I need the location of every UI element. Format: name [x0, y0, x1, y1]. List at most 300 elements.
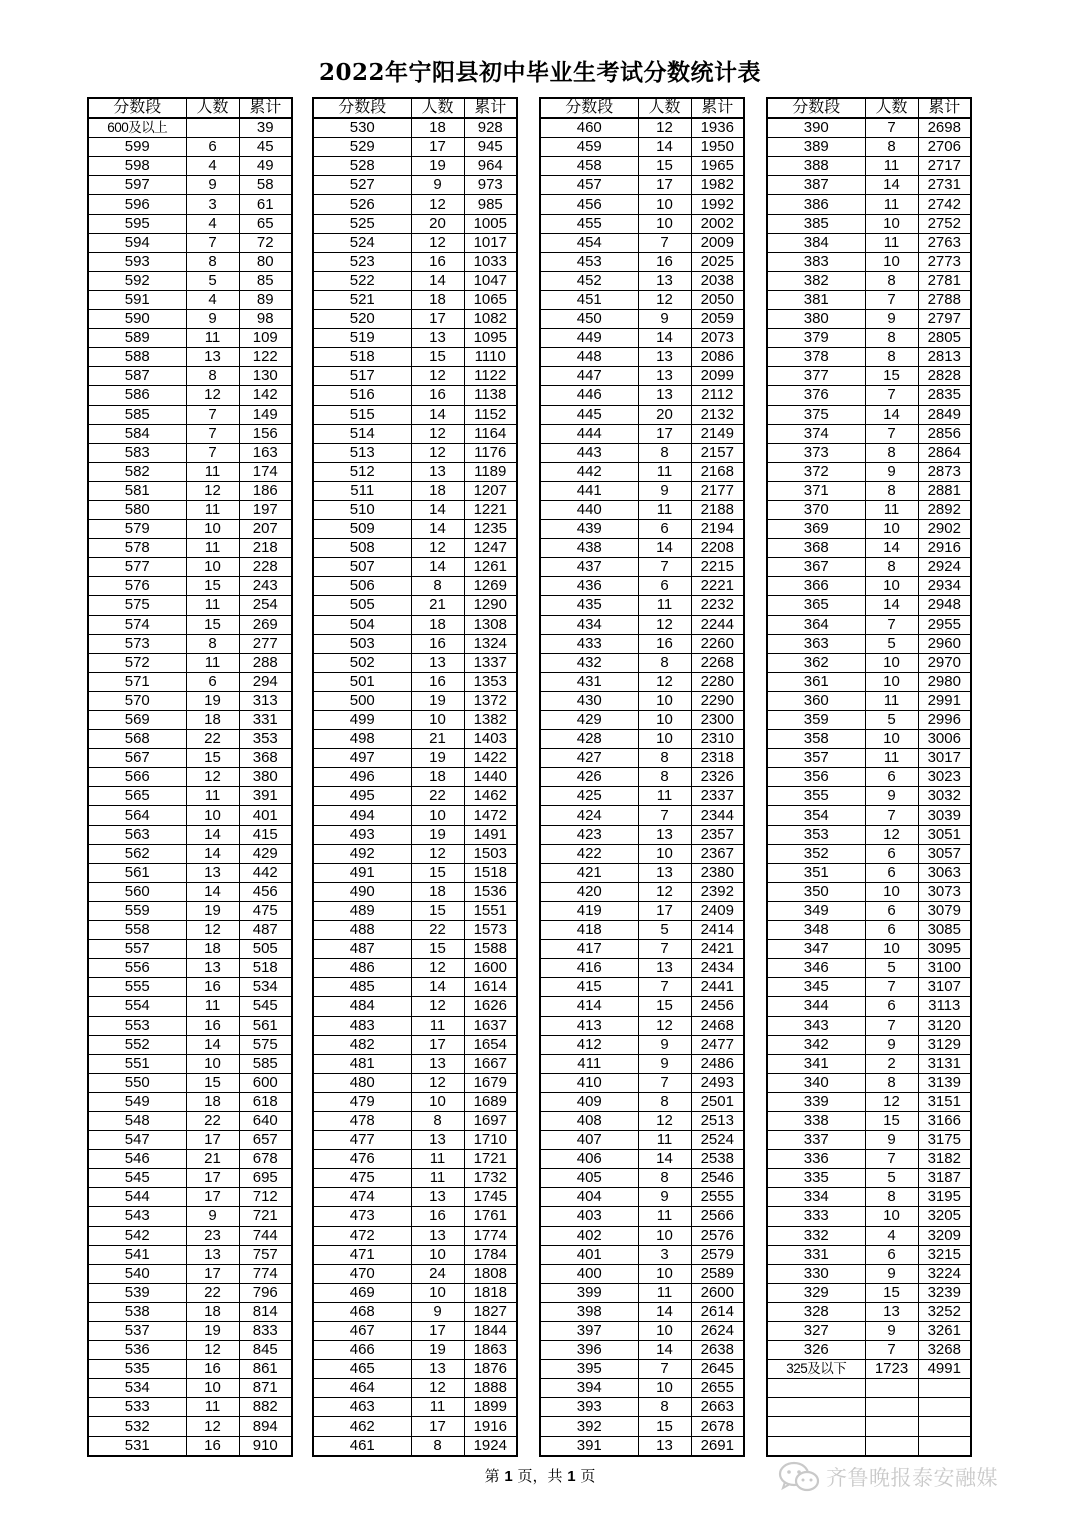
cumulative-cell: 1573	[464, 921, 517, 940]
table-row	[313, 634, 517, 653]
count-cell: 7	[186, 405, 239, 424]
cumulative-cell: 2318	[691, 749, 744, 768]
count-cell: 14	[411, 558, 464, 577]
score-cell: 474	[313, 1188, 411, 1207]
table-row	[767, 577, 971, 596]
table-row	[767, 1245, 971, 1264]
score-cell: 325及以下	[767, 1360, 865, 1379]
score-cell: 368	[767, 539, 865, 558]
table-row	[540, 138, 744, 157]
count-cell: 8	[865, 558, 918, 577]
count-cell: 11	[186, 462, 239, 481]
table-row	[313, 921, 517, 940]
cumulative-cell: 871	[239, 1379, 292, 1398]
score-cell: 456	[540, 195, 638, 214]
count-cell: 12	[411, 539, 464, 558]
cumulative-cell: 3023	[918, 768, 971, 787]
table-row	[88, 1436, 292, 1456]
table-row	[88, 596, 292, 615]
table-row	[313, 214, 517, 233]
score-cell: 568	[88, 730, 186, 749]
score-cell: 480	[313, 1073, 411, 1092]
header-cumulative: 累计	[464, 98, 517, 118]
cumulative-cell: 2367	[691, 844, 744, 863]
count-cell: 10	[411, 806, 464, 825]
score-cell: 426	[540, 768, 638, 787]
cumulative-cell: 98	[239, 310, 292, 329]
score-cell: 511	[313, 481, 411, 500]
count-cell: 15	[411, 940, 464, 959]
score-cell: 509	[313, 520, 411, 539]
cumulative-cell: 2881	[918, 481, 971, 500]
cumulative-cell: 657	[239, 1131, 292, 1150]
count-cell: 7	[865, 978, 918, 997]
score-cell: 377	[767, 367, 865, 386]
cumulative-cell: 1745	[464, 1188, 517, 1207]
cumulative-cell: 2477	[691, 1035, 744, 1054]
cumulative-cell: 2600	[691, 1283, 744, 1302]
cumulative-cell: 2706	[918, 138, 971, 157]
score-table-3	[539, 97, 745, 1457]
table-row	[540, 539, 744, 558]
cumulative-cell: 3032	[918, 787, 971, 806]
count-cell: 10	[186, 1379, 239, 1398]
table-row	[313, 577, 517, 596]
count-cell: 8	[865, 481, 918, 500]
score-cell: 537	[88, 1322, 186, 1341]
table-row	[767, 1341, 971, 1360]
count-cell: 12	[411, 443, 464, 462]
count-cell: 22	[411, 787, 464, 806]
score-cell: 501	[313, 672, 411, 691]
footer-page-number: 1	[504, 1468, 513, 1485]
count-cell: 7	[638, 940, 691, 959]
count-cell: 11	[186, 653, 239, 672]
score-cell: 459	[540, 138, 638, 157]
count-cell: 13	[186, 348, 239, 367]
score-cell: 578	[88, 539, 186, 558]
count-cell: 15	[186, 615, 239, 634]
table-row	[767, 367, 971, 386]
table-row	[540, 615, 744, 634]
score-cell: 442	[540, 462, 638, 481]
table-row	[88, 1398, 292, 1417]
score-cell: 552	[88, 1035, 186, 1054]
table-row	[88, 1341, 292, 1360]
count-cell: 8	[638, 1398, 691, 1417]
score-cell: 370	[767, 500, 865, 519]
table-row	[88, 978, 292, 997]
score-cell: 558	[88, 921, 186, 940]
table-row	[313, 176, 517, 195]
cumulative-cell: 3073	[918, 882, 971, 901]
cumulative-cell: 2624	[691, 1322, 744, 1341]
score-cell: 356	[767, 768, 865, 787]
table-row	[767, 940, 971, 959]
count-cell: 8	[638, 653, 691, 672]
cumulative-cell: 269	[239, 615, 292, 634]
table-row	[88, 921, 292, 940]
table-row	[767, 1150, 971, 1169]
cumulative-cell: 4991	[918, 1360, 971, 1379]
score-cell: 453	[540, 252, 638, 271]
table-row	[88, 520, 292, 539]
table-row	[88, 214, 292, 233]
cumulative-cell: 401	[239, 806, 292, 825]
score-cell: 505	[313, 596, 411, 615]
score-cell: 583	[88, 443, 186, 462]
score-cell: 542	[88, 1226, 186, 1245]
score-cell: 424	[540, 806, 638, 825]
table-row	[540, 500, 744, 519]
count-cell: 13	[411, 1360, 464, 1379]
cumulative-cell: 861	[239, 1360, 292, 1379]
count-cell: 6	[186, 138, 239, 157]
cumulative-cell: 1637	[464, 1016, 517, 1035]
table-row	[540, 520, 744, 539]
score-cell: 428	[540, 730, 638, 749]
score-cell: 361	[767, 672, 865, 691]
table-row	[313, 1436, 517, 1456]
page-title: 2022年宁阳县初中毕业生考试分数统计表	[318, 59, 761, 86]
table-row	[540, 672, 744, 691]
score-cell: 572	[88, 653, 186, 672]
table-row	[313, 1341, 517, 1360]
count-cell: 17	[411, 1322, 464, 1341]
count-cell: 19	[411, 1341, 464, 1360]
count-cell: 22	[411, 921, 464, 940]
count-cell: 13	[865, 1302, 918, 1321]
cumulative-cell: 1095	[464, 329, 517, 348]
count-cell: 17	[411, 1417, 464, 1436]
cumulative-cell: 2698	[918, 118, 971, 138]
cumulative-cell: 505	[239, 940, 292, 959]
score-cell: 418	[540, 921, 638, 940]
table-row	[313, 539, 517, 558]
count-cell: 21	[411, 596, 464, 615]
count-cell: 7	[865, 386, 918, 405]
table-row	[88, 1226, 292, 1245]
table-row	[88, 118, 292, 138]
cumulative-cell: 1992	[691, 195, 744, 214]
table-row	[88, 443, 292, 462]
table-row	[313, 1207, 517, 1226]
score-cell: 540	[88, 1264, 186, 1283]
cumulative-cell: 174	[239, 462, 292, 481]
cumulative-cell: 2132	[691, 405, 744, 424]
table-row	[767, 1054, 971, 1073]
table-row	[767, 978, 971, 997]
count-cell: 9	[638, 1035, 691, 1054]
count-cell: 11	[411, 1398, 464, 1417]
table-row	[313, 118, 517, 138]
table-row	[540, 997, 744, 1016]
table-row	[540, 634, 744, 653]
cumulative-cell: 1551	[464, 901, 517, 920]
count-cell: 11	[865, 157, 918, 176]
score-cell: 567	[88, 749, 186, 768]
score-cell: 498	[313, 730, 411, 749]
count-cell: 14	[638, 1341, 691, 1360]
table-row	[88, 1264, 292, 1283]
cumulative-cell: 964	[464, 157, 517, 176]
count-cell: 16	[186, 1016, 239, 1035]
count-cell: 11	[411, 1016, 464, 1035]
count-cell: 13	[638, 348, 691, 367]
table-row	[540, 1360, 744, 1379]
count-cell: 11	[186, 787, 239, 806]
cumulative-cell: 2380	[691, 863, 744, 882]
cumulative-cell: 1221	[464, 500, 517, 519]
cumulative-cell: 585	[239, 1054, 292, 1073]
cumulative-cell: 49	[239, 157, 292, 176]
table-row	[313, 500, 517, 519]
cumulative-cell: 487	[239, 921, 292, 940]
table-row	[540, 424, 744, 443]
count-cell: 12	[638, 615, 691, 634]
table-row	[767, 118, 971, 138]
count-cell: 8	[638, 768, 691, 787]
header-score-range: 分数段	[313, 98, 411, 118]
score-cell: 600及以上	[88, 118, 186, 138]
table-row	[540, 290, 744, 309]
cumulative-cell: 1679	[464, 1073, 517, 1092]
table-row	[88, 1207, 292, 1226]
score-cell: 349	[767, 901, 865, 920]
count-cell: 19	[411, 691, 464, 710]
cumulative-cell: 2409	[691, 901, 744, 920]
score-cell: 477	[313, 1131, 411, 1150]
score-cell: 448	[540, 348, 638, 367]
count-cell: 7	[638, 1360, 691, 1379]
count-cell: 7	[865, 806, 918, 825]
count-cell: 7	[638, 233, 691, 252]
cumulative-cell: 2326	[691, 768, 744, 787]
cumulative-cell: 3100	[918, 959, 971, 978]
table-row	[767, 233, 971, 252]
cumulative-cell: 2589	[691, 1264, 744, 1283]
count-cell: 10	[865, 882, 918, 901]
cumulative-cell: 2112	[691, 386, 744, 405]
count-cell: 13	[411, 1131, 464, 1150]
table-row	[88, 405, 292, 424]
table-row	[540, 310, 744, 329]
count-cell: 8	[865, 271, 918, 290]
table-row	[88, 1245, 292, 1264]
table-row	[88, 634, 292, 653]
score-cell: 482	[313, 1035, 411, 1054]
score-cell: 507	[313, 558, 411, 577]
table-row	[313, 997, 517, 1016]
table-row	[88, 271, 292, 290]
count-cell: 12	[411, 844, 464, 863]
cumulative-cell: 391	[239, 787, 292, 806]
table-row	[540, 768, 744, 787]
count-cell: 10	[865, 730, 918, 749]
score-cell: 419	[540, 901, 638, 920]
watermark-text: 齐鲁晚报泰安融媒	[826, 1466, 998, 1490]
table-row	[767, 386, 971, 405]
score-cell: 398	[540, 1302, 638, 1321]
count-cell: 12	[186, 921, 239, 940]
table-row	[313, 157, 517, 176]
footer-page-total: 1	[567, 1468, 576, 1485]
score-cell: 390	[767, 118, 865, 138]
cumulative-cell: 1588	[464, 940, 517, 959]
footer-post: 页	[575, 1467, 596, 1485]
cumulative-cell: 2086	[691, 348, 744, 367]
cumulative-cell: 3139	[918, 1073, 971, 1092]
count-cell	[865, 1398, 918, 1417]
table-row	[88, 997, 292, 1016]
table-row	[540, 558, 744, 577]
score-cell: 340	[767, 1073, 865, 1092]
cumulative-cell: 2215	[691, 558, 744, 577]
table-row	[540, 348, 744, 367]
score-cell: 574	[88, 615, 186, 634]
score-cell	[767, 1417, 865, 1436]
score-cell: 554	[88, 997, 186, 1016]
score-cell: 495	[313, 787, 411, 806]
table-row	[767, 1092, 971, 1111]
cumulative-cell: 1818	[464, 1283, 517, 1302]
score-cell: 447	[540, 367, 638, 386]
score-cell: 439	[540, 520, 638, 539]
table-row	[313, 252, 517, 271]
count-cell: 8	[865, 348, 918, 367]
count-cell: 10	[865, 672, 918, 691]
count-cell: 9	[865, 310, 918, 329]
table-row	[313, 1131, 517, 1150]
cumulative-cell: 2546	[691, 1169, 744, 1188]
table-row	[767, 1073, 971, 1092]
cumulative-cell: 1916	[464, 1417, 517, 1436]
cumulative-cell: 3252	[918, 1302, 971, 1321]
cumulative-cell: 2991	[918, 691, 971, 710]
score-cell: 354	[767, 806, 865, 825]
count-cell: 10	[865, 577, 918, 596]
cumulative-cell: 442	[239, 863, 292, 882]
cumulative-cell: 61	[239, 195, 292, 214]
cumulative-cell: 197	[239, 500, 292, 519]
score-cell: 464	[313, 1379, 411, 1398]
score-cell: 549	[88, 1092, 186, 1111]
count-cell: 16	[186, 1360, 239, 1379]
count-cell: 12	[638, 882, 691, 901]
cumulative-cell: 1472	[464, 806, 517, 825]
count-cell: 20	[411, 214, 464, 233]
score-cell: 489	[313, 901, 411, 920]
cumulative-cell: 2009	[691, 233, 744, 252]
score-cell: 403	[540, 1207, 638, 1226]
table-row	[88, 691, 292, 710]
score-cell: 359	[767, 711, 865, 730]
count-cell: 14	[865, 539, 918, 558]
score-cell: 327	[767, 1322, 865, 1341]
table-row	[313, 405, 517, 424]
table-row	[767, 558, 971, 577]
table-row	[540, 1436, 744, 1456]
cumulative-cell: 1247	[464, 539, 517, 558]
count-cell: 10	[411, 1283, 464, 1302]
score-cell: 362	[767, 653, 865, 672]
cumulative-cell: 2849	[918, 405, 971, 424]
cumulative-cell: 1261	[464, 558, 517, 577]
table-row	[767, 825, 971, 844]
count-cell: 8	[865, 1073, 918, 1092]
cumulative-cell: 712	[239, 1188, 292, 1207]
count-cell: 18	[411, 882, 464, 901]
count-cell: 10	[865, 1207, 918, 1226]
score-cell: 465	[313, 1360, 411, 1379]
cumulative-cell: 618	[239, 1092, 292, 1111]
cumulative-cell: 1876	[464, 1360, 517, 1379]
cumulative-cell: 2742	[918, 195, 971, 214]
count-cell: 7	[865, 1016, 918, 1035]
table-row	[540, 1379, 744, 1398]
table-row	[313, 959, 517, 978]
score-cell: 355	[767, 787, 865, 806]
score-cell: 346	[767, 959, 865, 978]
cumulative-cell: 2835	[918, 386, 971, 405]
table-row	[88, 500, 292, 519]
score-cell: 391	[540, 1436, 638, 1456]
score-cell: 557	[88, 940, 186, 959]
count-cell: 10	[865, 214, 918, 233]
cumulative-cell: 1382	[464, 711, 517, 730]
table-row	[313, 424, 517, 443]
table-row	[767, 252, 971, 271]
table-row	[313, 672, 517, 691]
table-row	[88, 424, 292, 443]
table-row	[313, 1035, 517, 1054]
table-row	[540, 1245, 744, 1264]
cumulative-cell: 2421	[691, 940, 744, 959]
cumulative-cell: 744	[239, 1226, 292, 1245]
table-row	[313, 1398, 517, 1417]
table-row	[767, 1226, 971, 1245]
table-row	[540, 195, 744, 214]
score-cell: 417	[540, 940, 638, 959]
score-cell: 432	[540, 653, 638, 672]
count-cell: 12	[411, 997, 464, 1016]
score-cell: 553	[88, 1016, 186, 1035]
cumulative-cell: 353	[239, 730, 292, 749]
table-row	[540, 1016, 744, 1035]
cumulative-cell: 3224	[918, 1264, 971, 1283]
cumulative-cell: 2232	[691, 596, 744, 615]
cumulative-cell: 2059	[691, 310, 744, 329]
score-cell: 472	[313, 1226, 411, 1245]
table-row	[313, 520, 517, 539]
table-row	[767, 271, 971, 290]
score-cell: 422	[540, 844, 638, 863]
score-cell: 475	[313, 1169, 411, 1188]
score-table-4	[766, 97, 972, 1457]
score-cell: 499	[313, 711, 411, 730]
score-cell: 514	[313, 424, 411, 443]
score-cell: 392	[540, 1417, 638, 1436]
cumulative-cell: 2892	[918, 500, 971, 519]
score-cell: 387	[767, 176, 865, 195]
count-cell: 24	[411, 1264, 464, 1283]
score-cell: 479	[313, 1092, 411, 1111]
count-cell: 16	[411, 252, 464, 271]
cumulative-cell: 2960	[918, 634, 971, 653]
cumulative-cell: 2025	[691, 252, 744, 271]
table-row	[313, 1054, 517, 1073]
count-cell: 13	[638, 825, 691, 844]
